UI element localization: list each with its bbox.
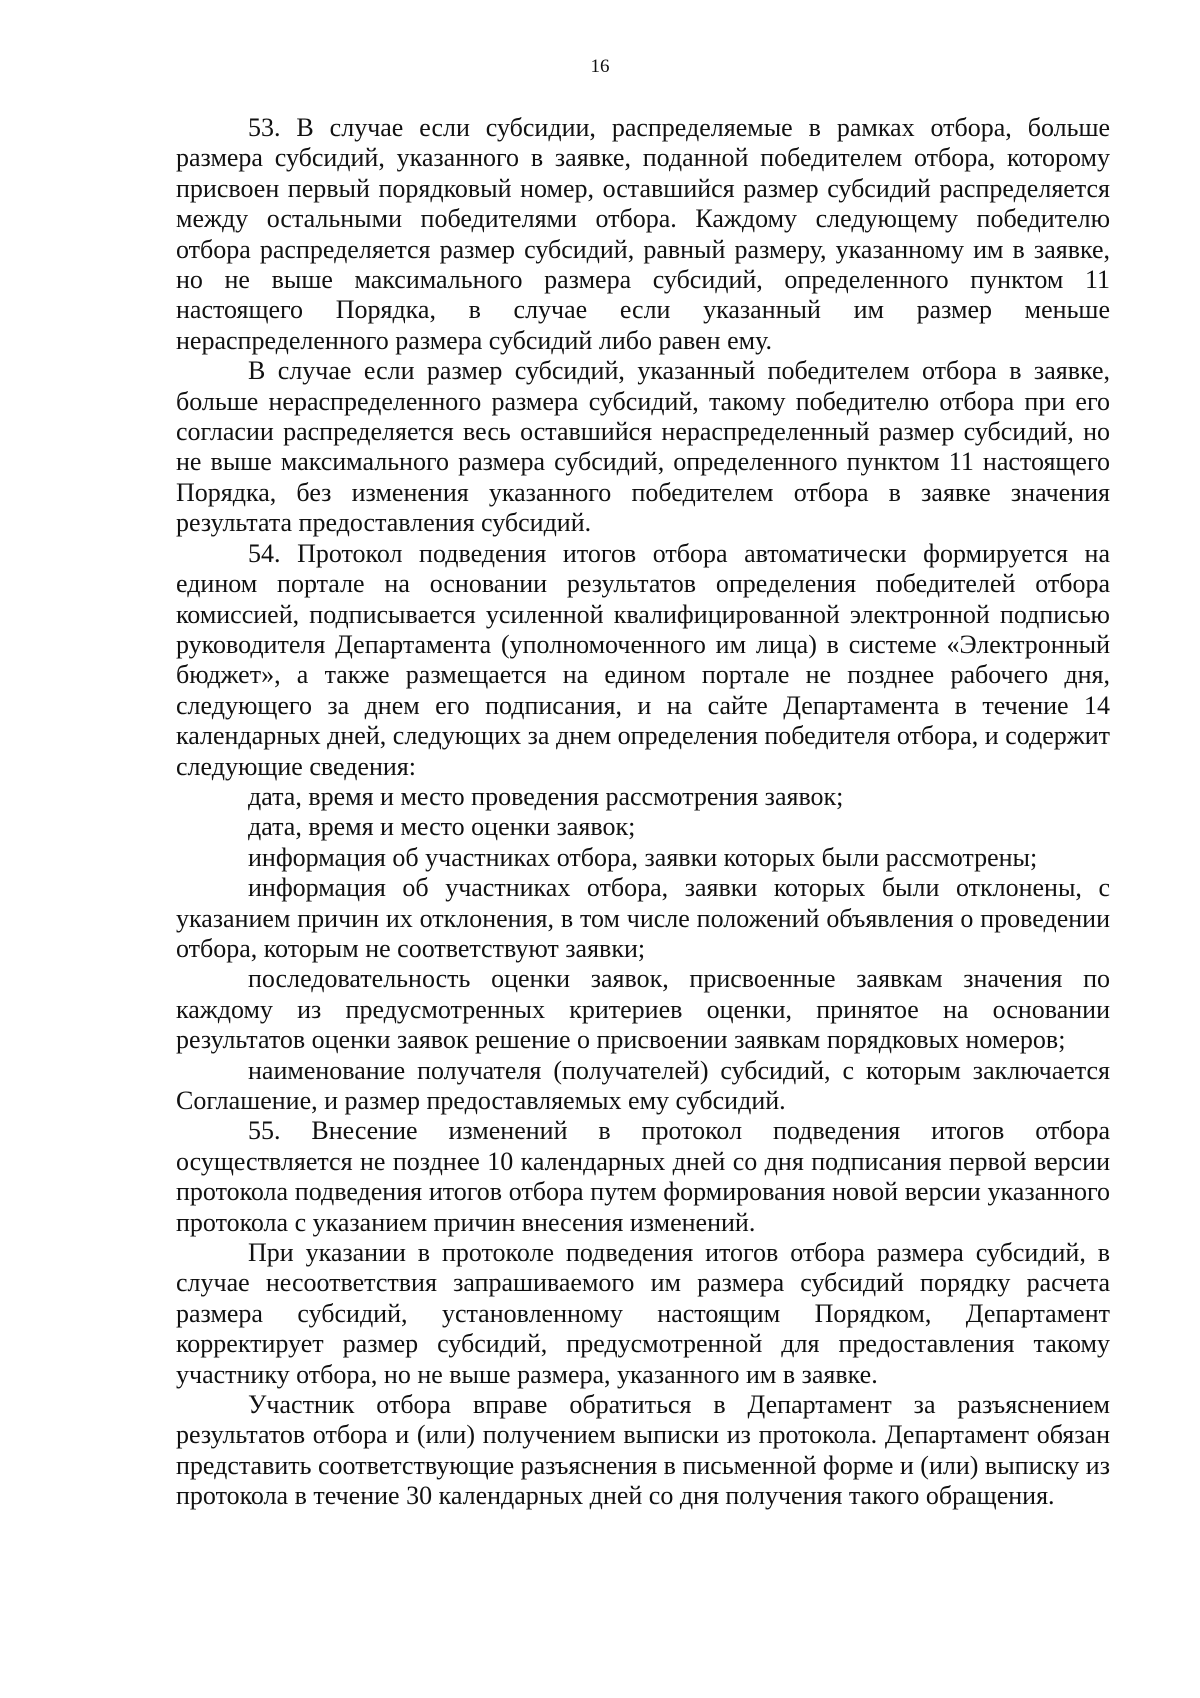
paragraph-53: 53. В случае если субсидии, распределяемые в рамках отбора, больше размера субсидий, указанного в заявке, поданной победителем отбора, которому присвоен первый порядковый номер, оставшийся размер субсидий распределяется между остальными победителями отбора. Каждому следующему победителю отбора распределяется размер субсидий, равный размеру, указанному им в заявке, но не выше максимального размера субсидий, определенного пунктом 11 настоящего Порядка, в случае если указанный им размер меньше нераспределенного размера субсидий либо равен ему.: [176, 113, 1110, 355]
paragraph-53-continuation: В случае если размер субсидий, указанный победителем отбора в заявке, больше нераспределенного размера субсидий, такому победителю отбора при его согласии распределяется весь оставшийся нераспределенный размер субсидий, но не выше максимального размера субсидий, определенного пунктом 11 настоящего Порядка, без изменения указанного победителем отбора в заявке значения результата предоставления субсидий.: [176, 356, 1110, 538]
paragraph-55: 55. Внесение изменений в протокол подведения итогов отбора осуществляется не позднее 10 календарных дней со дня подписания первой версии протокола подведения итогов отбора путем формирования новой версии указанного протокола с указанием причин внесения изменений.: [176, 1116, 1110, 1237]
list-item-date-evaluation: дата, время и место оценки заявок;: [248, 812, 636, 842]
paragraph-54: 54. Протокол подведения итогов отбора автоматически формируется на едином портале на основании результатов определения победителей отбора комиссией, подписывается усиленной квалифицированной электронной подписью руководителя Департамента (уполномоченного им лица) в системе «Электронный бюджет», а также размещается на едином портале не позднее рабочего дня, следующего за днем его подписания, и на сайте Департамента в течение 14 календарных дней, следующих за днем определения победителя отбора, и содержит следующие сведения:: [176, 538, 1110, 781]
list-item-recipient-name: наименование получателя (получателей) субсидий, с которым заключается Соглашение, и размер предоставляемых ему субсидий.: [176, 1055, 1110, 1115]
list-item-date-review: дата, время и место проведения рассмотрения заявок;: [248, 781, 844, 811]
list-item-rejected-participants: информация об участниках отбора, заявки которых были отклонены, с указанием причин их отклонения, в том числе положений объявления о проведении отбора, которым не соответствуют заявки;: [176, 873, 1110, 963]
paragraph-55-clarification: Участник отбора вправе обратиться в Департамент за разъяснением результатов отбора и (или) получением выписки из протокола. Департамент обязан представить соответствующие разъяснения в письменной форме и (или) выписку из протокола в течение 30 календарных дней со дня получения такого обращения.: [176, 1390, 1110, 1511]
page-number: 16: [590, 56, 610, 77]
document-body: [176, 113, 1110, 1512]
paragraph-55-correction: При указании в протоколе подведения итогов отбора размера субсидий, в случае несоответствия запрашиваемого им размера субсидий порядку расчета размера субсидий, установленному настоящим Порядком, Департамент корректирует размер субсидий, предусмотренной для предоставления такому участнику отбора, но не выше размера, указанного им в заявке.: [176, 1238, 1110, 1389]
list-item-reviewed-participants: информация об участниках отбора, заявки которых были рассмотрены;: [248, 842, 1038, 872]
list-item-evaluation-sequence: последовательность оценки заявок, присвоенные заявкам значения по каждому из предусмотренных критериев оценки, принятое на основании результатов оценки заявок решение о присвоении заявкам порядковых номеров;: [176, 964, 1110, 1055]
